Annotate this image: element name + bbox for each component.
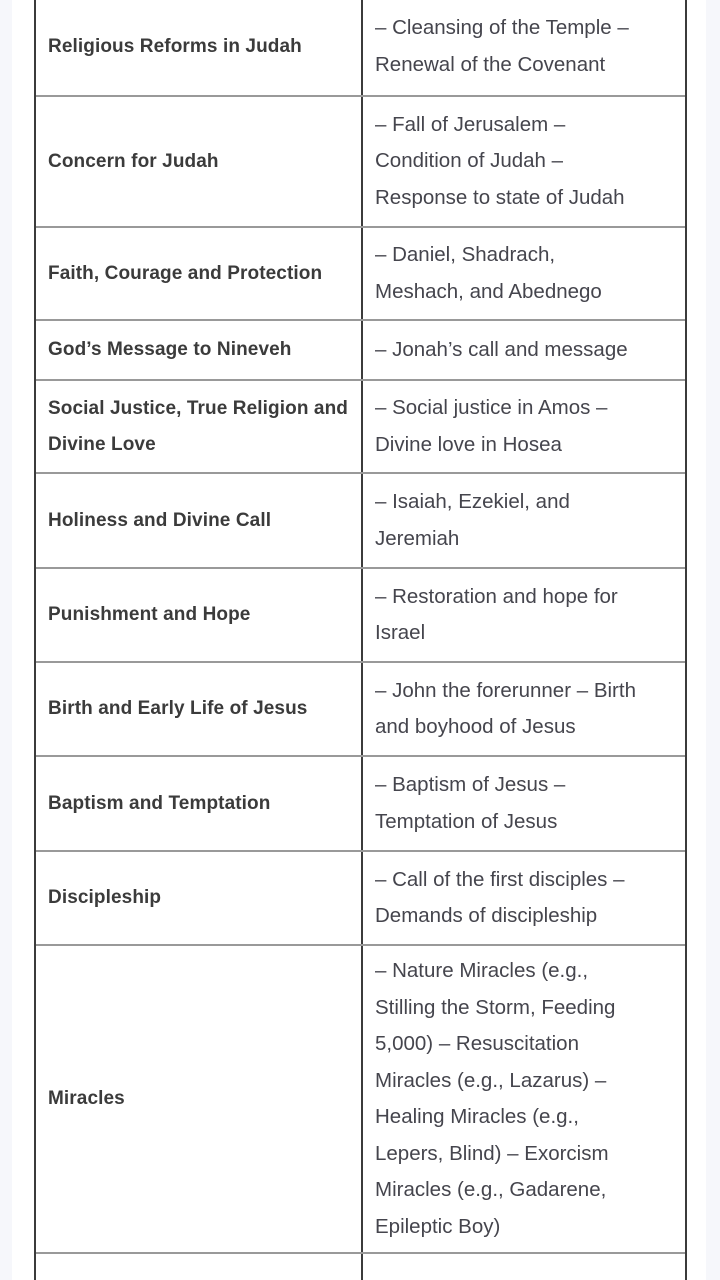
topic-text: Birth and Early Life of Jesus — [48, 698, 308, 719]
topic-cell — [36, 97, 363, 226]
details-cell — [363, 663, 685, 755]
details-cell — [363, 569, 685, 661]
topic-cell — [36, 474, 363, 567]
topic-cell — [36, 852, 363, 944]
details-text: – Cleansing of the Temple – Renewal of the Covenant — [375, 16, 629, 76]
topic-cell — [36, 1254, 363, 1280]
table-row — [36, 472, 685, 567]
topic-text: Miracles — [48, 1088, 125, 1109]
details-text: – John the forerunner – Birth and boyhood of Jesus — [375, 678, 636, 738]
table-row — [36, 95, 685, 226]
details-cell — [363, 946, 685, 1252]
details-cell — [363, 474, 685, 567]
details-cell — [363, 757, 685, 850]
topic-cell — [36, 381, 363, 472]
details-cell — [363, 381, 685, 472]
topic-text: Religious Reforms in Judah — [48, 35, 302, 57]
details-cell — [363, 97, 685, 226]
topic-text: Baptism and Temptation — [48, 792, 271, 814]
topic-text: Social Justice, True Religion and Divine Love — [48, 397, 348, 455]
topic-cell — [36, 757, 363, 850]
topic-cell — [36, 228, 363, 319]
details-text: – Isaiah, Ezekiel, and Jeremiah — [375, 490, 570, 550]
table-row — [36, 567, 685, 661]
details-cell — [363, 852, 685, 944]
topic-cell — [36, 321, 363, 379]
table-row-partial — [36, 1252, 685, 1280]
details-text: – Fall of Jerusalem – Condition of Judah – Response to state of Judah — [375, 112, 625, 209]
details-text: – Baptism of Jesus – Temptation of Jesus — [375, 773, 566, 833]
table-row — [36, 319, 685, 379]
details-text: – Call of the first disciples – Demands of discipleship — [375, 867, 625, 927]
topic-text: Punishment and Hope — [48, 604, 251, 625]
topic-cell — [36, 946, 363, 1252]
table-row — [36, 944, 685, 1252]
topic-text: Faith, Courage and Protection — [48, 262, 323, 284]
topic-text: Concern for Judah — [48, 150, 219, 172]
topic-text: Holiness and Divine Call — [48, 509, 272, 531]
details-cell — [363, 228, 685, 319]
details-text: – Jonah’s call and message — [375, 337, 628, 361]
table-row — [36, 379, 685, 472]
table-row — [36, 226, 685, 319]
details-text: – Daniel, Shadrach, Meshach, and Abednego — [375, 243, 602, 303]
details-cell — [363, 1254, 685, 1280]
topic-text: Discipleship — [48, 887, 162, 908]
topic-text: God’s Message to Nineveh — [48, 339, 292, 360]
table-row — [36, 755, 685, 850]
table-row — [36, 850, 685, 944]
details-text: – Social justice in Amos – Divine love in Hosea — [375, 396, 608, 456]
topic-cell — [36, 569, 363, 661]
topic-cell — [36, 0, 363, 95]
details-text: – Restoration and hope for Israel — [375, 584, 618, 644]
table-row — [36, 0, 685, 95]
topics-table — [34, 0, 687, 1280]
table-row — [36, 661, 685, 755]
details-cell — [363, 321, 685, 379]
details-cell — [363, 0, 685, 95]
details-text: – Nature Miracles (e.g., Stilling the Storm, Feeding 5,000) – Resuscitation Miracles (e.g., Lazarus) – Healing Miracles (e.g., Lepers, Blind) – Exorcism Miracles (e.g., Gadarene, Epileptic Boy) — [375, 959, 616, 1238]
topic-cell — [36, 663, 363, 755]
content-panel — [12, 0, 706, 1280]
